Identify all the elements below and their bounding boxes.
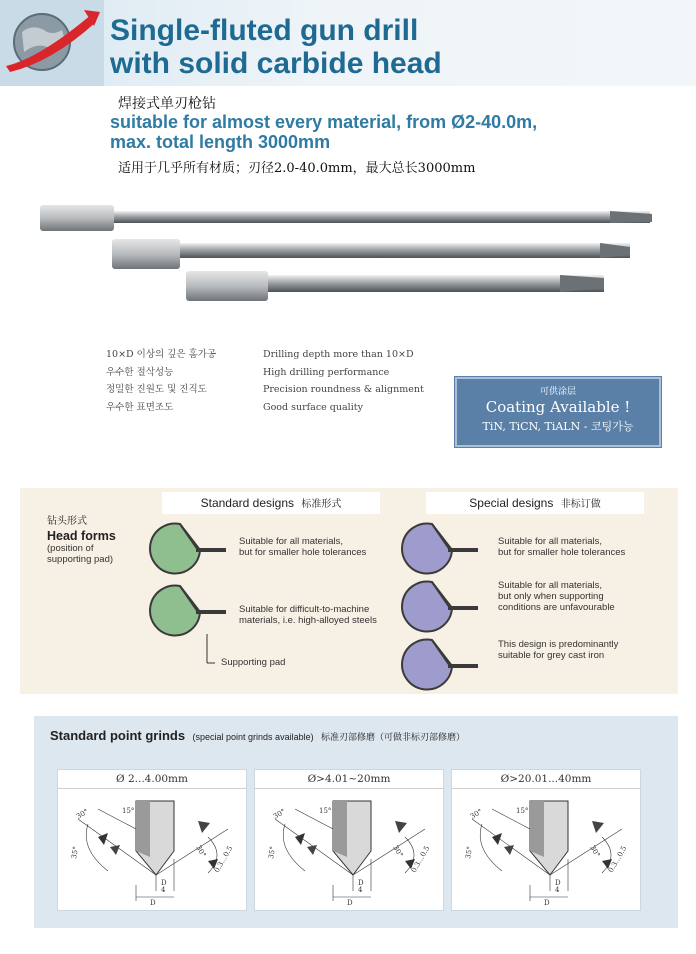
special-desc-1-line2: but for smaller hole tolerances xyxy=(498,547,626,558)
grind-diagram-1 xyxy=(58,789,246,910)
point-grinds-title-cn: 标准刃部修磨（可做非标刃部修磨） xyxy=(321,733,466,743)
standard-desc-1-line2: but for smaller hole tolerances xyxy=(239,547,367,558)
special-desc-3-line1: This design is predominantly xyxy=(498,639,619,650)
special-desc-2-line2: but only when supporting xyxy=(498,591,604,602)
point-grinds-note: (special point grinds available) xyxy=(192,732,314,742)
drill-flute-shade xyxy=(136,801,150,857)
dim-d4-top: D xyxy=(161,879,167,887)
dim-d: D xyxy=(544,899,550,907)
angle-arc-left xyxy=(283,824,305,871)
standard-desc-2-line1: Suitable for difficult-to-machine xyxy=(239,604,370,615)
insert-triangle-right xyxy=(198,821,210,833)
coating-badge xyxy=(455,377,661,447)
angle-arc-left xyxy=(86,824,108,871)
grind-card-1 xyxy=(57,769,247,911)
supporting-pad-label: Supporting pad xyxy=(221,657,286,668)
special-profile-1 xyxy=(402,524,478,574)
grind-range-3: Ø>20.01...40mm xyxy=(452,770,640,789)
insert-triangle-left-2 xyxy=(307,845,317,855)
angle-label-1: 30° xyxy=(75,807,90,821)
angle-label-4: 30° xyxy=(588,844,602,859)
angle-label-3: 35° xyxy=(464,845,475,860)
head-forms-label-en: Head forms xyxy=(47,529,116,543)
grind-range-2: Ø>4.01~20mm xyxy=(255,770,443,789)
grind-diagram-3 xyxy=(452,789,640,910)
point-grinds-heading xyxy=(50,727,465,745)
coating-cn: 可供涂层 xyxy=(539,387,576,397)
subtitle xyxy=(110,112,537,152)
angle-arc-left xyxy=(480,824,502,871)
standard-desc-2 xyxy=(239,604,377,626)
angle-label-3: 35° xyxy=(70,845,81,860)
grind-diagram-2 xyxy=(255,789,443,910)
drill-flute-shade xyxy=(333,801,347,857)
dim-d4-bottom: 4 xyxy=(358,886,363,894)
point-grinds-title: Standard point grinds xyxy=(50,728,186,743)
feature-en-2: High drilling performance xyxy=(263,366,390,378)
drill-flute-shade xyxy=(530,801,544,857)
special-profile-3 xyxy=(402,640,478,690)
standard-profile-1 xyxy=(150,524,226,574)
insert-triangle-left-2 xyxy=(504,845,514,855)
feature-en-1: Drilling depth more than 10×D xyxy=(263,349,414,360)
gun-drill-illustration xyxy=(0,195,696,310)
feature-en-3: Precision roundness & alignment xyxy=(263,384,424,395)
dim-d: D xyxy=(347,899,353,907)
subtitle-line-1: suitable for almost every material, from Ø2-40.0m, xyxy=(110,112,538,132)
special-desc-1-line1: Suitable for all materials, xyxy=(498,536,603,547)
special-desc-2-line1: Suitable for all materials, xyxy=(498,580,603,591)
head-forms-label-cn: 钻头形式 xyxy=(47,516,87,527)
insert-triangle-right xyxy=(592,821,604,833)
drill-medium xyxy=(112,239,630,269)
angle-label-4: 30° xyxy=(194,844,208,859)
dim-d4-top: D xyxy=(555,879,561,887)
title-line-1: Single-fluted gun drill xyxy=(110,14,419,47)
standard-desc-1-line1: Suitable for all materials, xyxy=(239,536,344,547)
dim-tolerance: 0.3…0.5 xyxy=(409,844,432,874)
feature-ko-1: 10×D 이상의 깊은 홈가공 xyxy=(106,349,217,360)
angle-label-1: 30° xyxy=(272,807,287,821)
special-desc-3-line2: suitable for grey cast iron xyxy=(498,650,605,661)
angle-label-2: 15° xyxy=(122,807,135,815)
special-desc-2 xyxy=(498,580,615,613)
special-desc-1 xyxy=(498,536,625,558)
angle-label-4: 30° xyxy=(391,844,405,859)
coating-types: TiN, TiCN, TiALN - 코팅가능 xyxy=(482,420,634,433)
angle-label-2: 15° xyxy=(516,807,529,815)
dim-tolerance: 0.3…0.5 xyxy=(606,844,629,874)
dim-d4-bottom: 4 xyxy=(555,886,560,894)
dim-d: D xyxy=(150,899,156,907)
grind-card-3 xyxy=(451,769,641,911)
grind-card-2 xyxy=(254,769,444,911)
features-korean xyxy=(106,346,216,416)
angle-label-1: 30° xyxy=(469,807,484,821)
special-profile-2 xyxy=(402,582,478,632)
insert-triangle-left-2 xyxy=(110,845,120,855)
special-designs-title: Special designs xyxy=(469,496,554,510)
standard-designs-title: Standard designs xyxy=(200,496,295,510)
dim-d4-top: D xyxy=(358,879,364,887)
drill-long xyxy=(40,205,652,231)
standard-desc-1 xyxy=(239,536,366,558)
special-desc-3 xyxy=(498,639,618,661)
subtitle-chinese: 适用于几乎所有材质；刃径2.0-40.0mm，最大总长3000mm xyxy=(118,161,476,176)
feature-en-4: Good surface quality xyxy=(263,401,363,413)
title-chinese: 焊接式单刃枪钻 xyxy=(118,96,216,112)
angle-label-3: 35° xyxy=(267,845,278,860)
dim-d4-bottom: 4 xyxy=(161,886,166,894)
grind-range-1: Ø 2...4.00mm xyxy=(58,770,246,789)
head-forms-note-2: supporting pad) xyxy=(47,554,114,565)
subtitle-line-2: max. total length 3000mm xyxy=(110,132,331,152)
page-title xyxy=(110,14,442,80)
standard-designs-title-cn: 标准形式 xyxy=(301,499,342,510)
special-designs-title-cn: 非标订做 xyxy=(560,499,601,510)
head-forms-note-1: (position of xyxy=(47,543,94,554)
title-line-2: with solid carbide head xyxy=(110,47,442,80)
globe-logo xyxy=(0,0,104,86)
features-english xyxy=(263,346,424,416)
coating-title: Coating Available ! xyxy=(485,398,631,416)
drill-short xyxy=(186,271,604,301)
special-desc-2-line3: conditions are unfavourable xyxy=(498,602,615,613)
standard-desc-2-line2: materials, i.e. high-alloyed steels xyxy=(239,615,377,626)
feature-ko-4: 우수한 표면조도 xyxy=(106,401,174,413)
angle-label-2: 15° xyxy=(319,807,332,815)
insert-triangle-right xyxy=(395,821,407,833)
standard-profile-2 xyxy=(150,586,226,663)
dim-tolerance: 0.3…0.5 xyxy=(212,844,235,874)
feature-ko-2: 우수한 절삭성능 xyxy=(106,366,174,378)
feature-ko-3: 정밀한 진원도 및 진직도 xyxy=(106,384,207,395)
